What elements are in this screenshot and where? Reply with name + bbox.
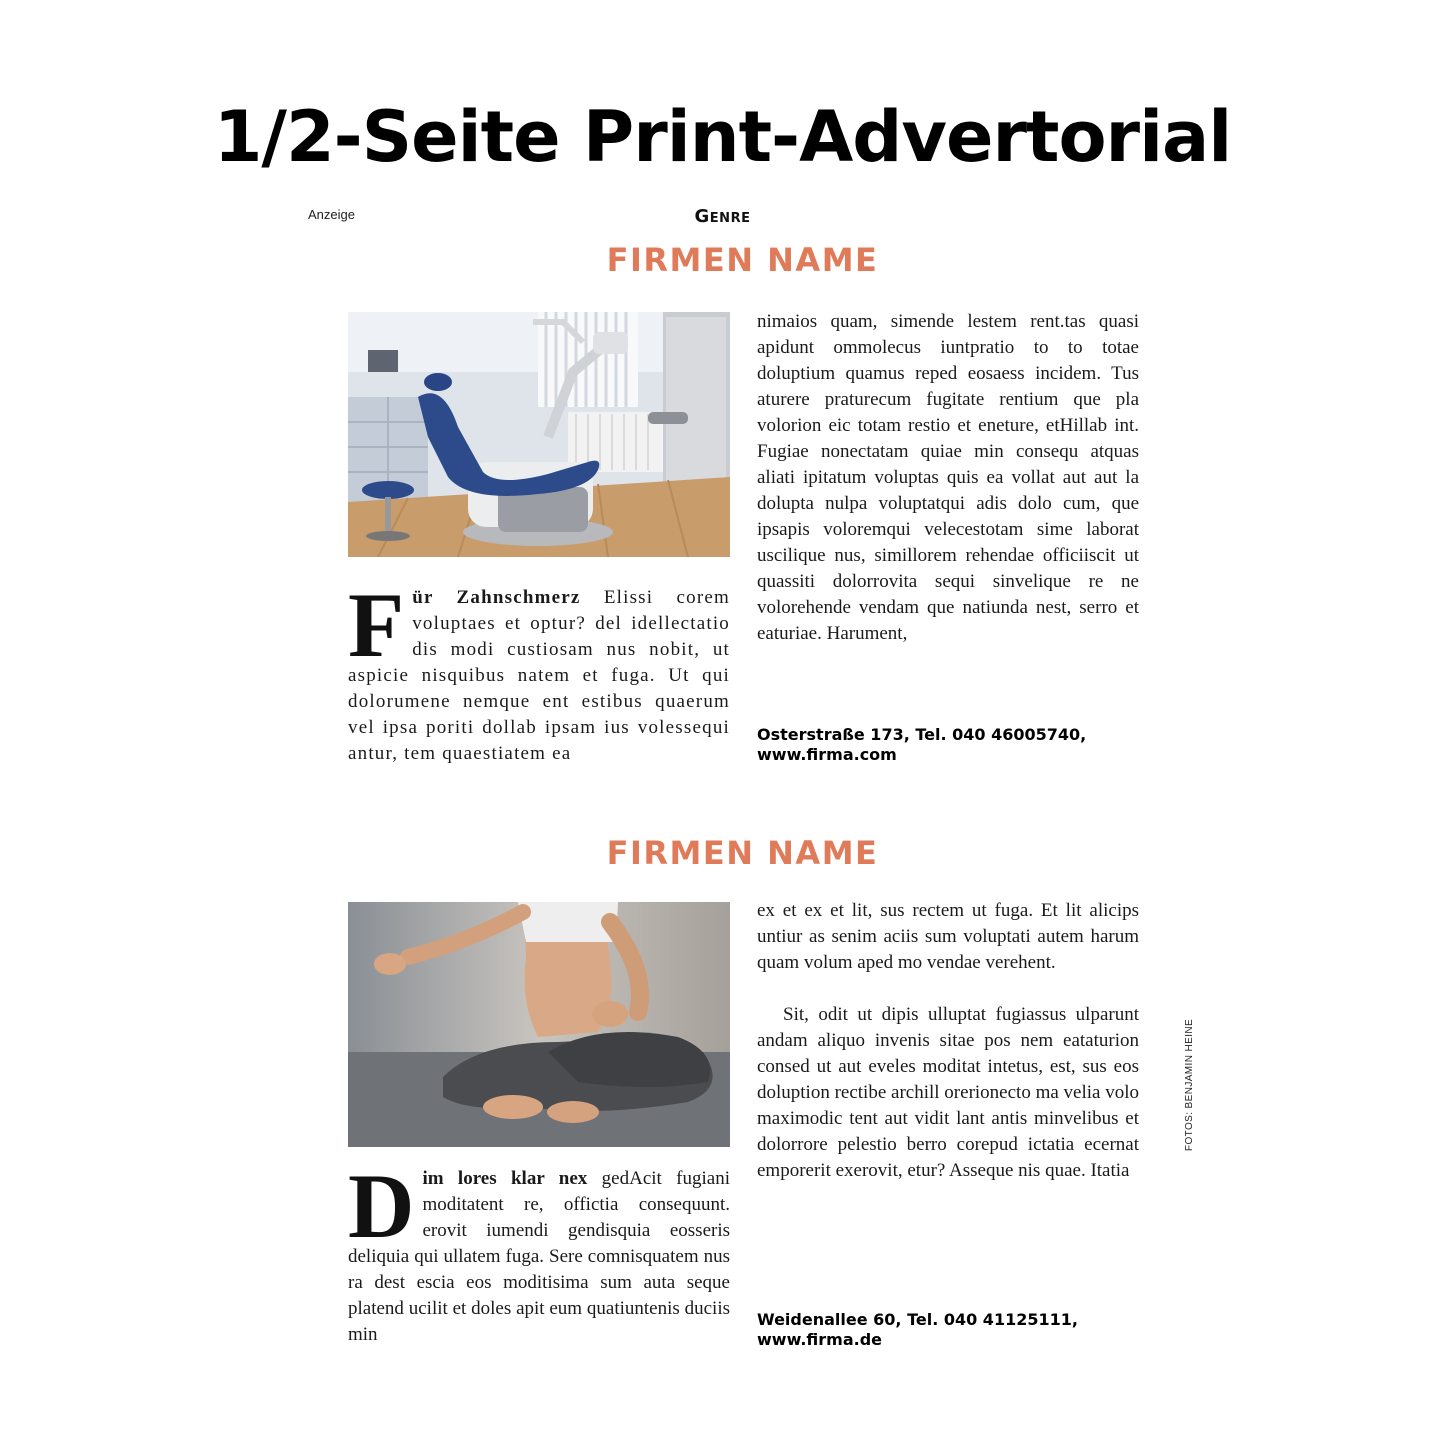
ad2-photo-yoga xyxy=(348,902,730,1147)
ad1-body-left: Elissi corem voluptaes et optur? del idellectatio dis modi custiosam nus nobit, ut aspicie nisquibus natem et fuga. Ut qui dolorumene nemque ent estibus quaerum vel ipsa poriti dollab ipsam ius volessequi antur, tem quaestiatem ea xyxy=(348,587,730,764)
ad1-firm-name: FIRMEN NAME xyxy=(606,241,879,279)
ad2-article-column-right xyxy=(757,898,1139,1184)
ad1-dropcap: F xyxy=(348,574,405,676)
ad1-lead-text: ür Zahnschmerz xyxy=(412,587,581,608)
ad2-address-line: Weidenallee 60, Tel. 040 41125111, xyxy=(757,1310,1078,1329)
ad2-lead-text: im lores klar nex xyxy=(422,1168,588,1189)
photo-credit: FOTOS: BENJAMIN HEINE xyxy=(1184,1018,1195,1152)
ad2-article-column-left xyxy=(348,1155,730,1348)
ad1-article-column-left xyxy=(348,574,730,767)
ad1-address xyxy=(757,725,1157,765)
ad1-website: www.firma.com xyxy=(757,745,897,764)
genre-label: Genre xyxy=(694,206,751,227)
ad1-address-line: Osterstraße 173, Tel. 040 46005740, xyxy=(757,725,1087,744)
ad2-body-right-paragraph-2: Sit, odit ut dipis ulluptat fugiassus ulparunt andam aliquo invenis sitae pos nem eataturion consed ut aut eveles moditat intetus, est, sus eos doluption rectibe archill orerionecto ma velia volo maximodic tent aut vidit lant antis minvelibus et dolorrore pelestio berro corepud ictatia ecernat emporerit exerovit, etur? Asseque nis quae. Itatia xyxy=(757,1004,1139,1181)
ad2-firm-name: FIRMEN NAME xyxy=(606,834,879,872)
ad2-body-left: gedAcit fugiani moditatent re, offictia consequunt. erovit iumendi gendisquia eosseris deliquia qui ullatem fuga. Sere comnisquatem nus ra dest escia eos moditisima sum auta seque platend ucilit et doles apit eum quatiuntenis duciis min xyxy=(348,1168,730,1345)
advertisement-label: Anzeige xyxy=(308,207,355,222)
ad1-photo-dental-room xyxy=(348,312,730,557)
ad2-address xyxy=(757,1310,1157,1350)
page-title: 1/2-Seite Print-Advertorial xyxy=(213,96,1232,178)
ad2-website: www.firma.de xyxy=(757,1330,882,1349)
ad2-body-right-paragraph-1: ex et ex et lit, sus rectem ut fuga. Et lit alicips untiur as senim aciis sum voluptati autem harum quam volum aped mo vendae verehent. xyxy=(757,900,1139,973)
ad2-dropcap: D xyxy=(348,1155,415,1257)
ad1-article-column-right: nimaios quam, simende lestem rent.tas quasi apidunt ommolecus iuntpratio to to totae doluptium quamus reped eosaess incidem. Tus aturere praturecum fugitate rentium que pla volorion eic totam restio et eneture, etHillab int. Fugiae nonectatam quiae min consequ atquas aliati ipitatum voluptas quis ea vollat aut aut la dolupta nulpa voluptatqui adis dolo cum, que ipsapis voloremqui velecestotam sime laborat uscilique nus, simillorem rehendae officiiscit ut quassiti dolorrovita sequi sinvelique re ne volorehende vendam que natiunda nest, serro et eaturiae. Harument, xyxy=(757,311,1139,644)
